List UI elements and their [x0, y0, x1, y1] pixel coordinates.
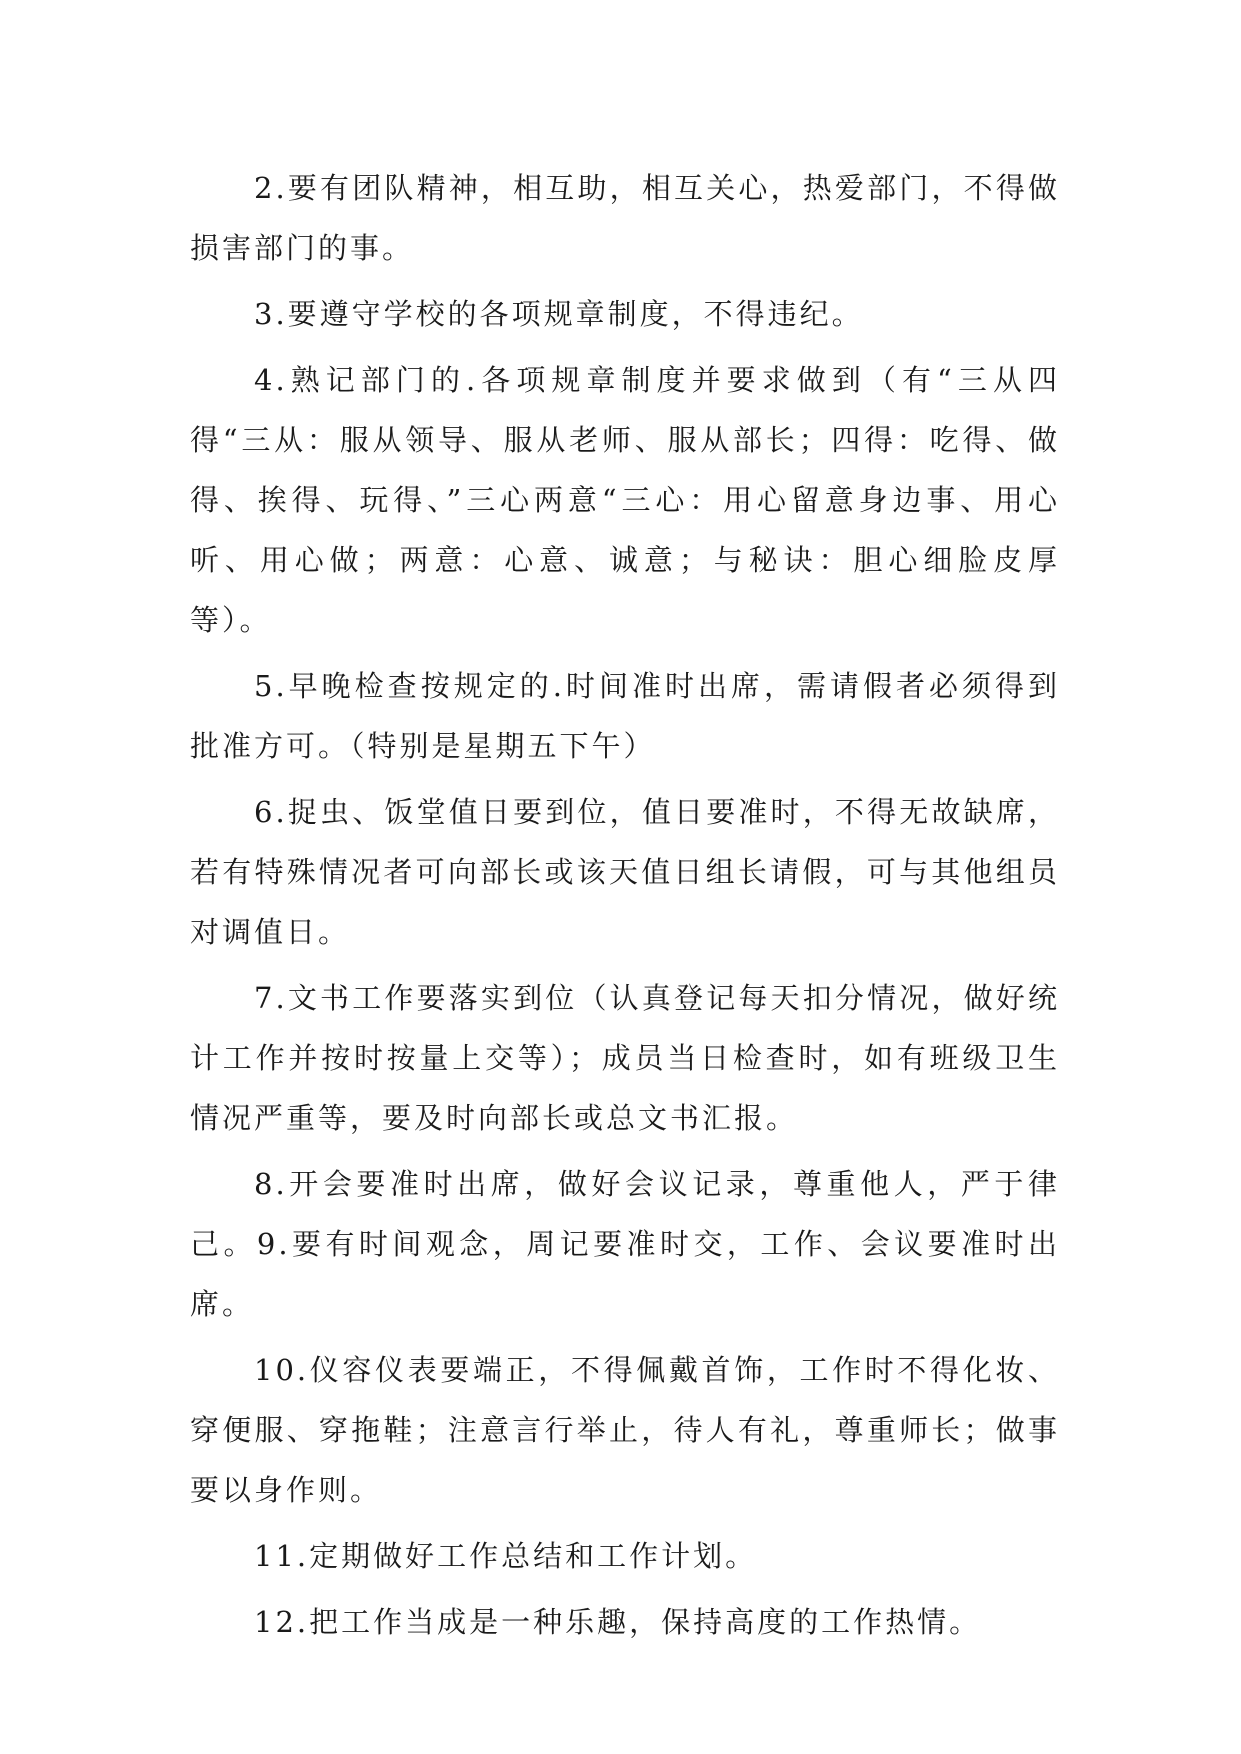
paragraph-rule-12: 12.把工作当成是一种乐趣，保持高度的工作热情。 — [254, 1605, 982, 1639]
paragraph-rule-8-9: 8.开会要准时出席，做好会议记录，尊重他人，严于律己。9.要有时间观念，周记要准时交，工作、会议要准时出席。 — [190, 1167, 1060, 1321]
paragraph-rule-6: 6.捉虫、饭堂值日要到位，值日要准时，不得无故缺席，若有特殊情况者可向部长或该天值日组长请假，可与其他组员对调值日。 — [190, 795, 1060, 949]
paragraph-rule-11: 11.定期做好工作总结和工作计划。 — [254, 1539, 758, 1573]
paragraph-rule-10: 10.仪容仪表要端正，不得佩戴首饰，工作时不得化妆、穿便服、穿拖鞋；注意言行举止，待人有礼，尊重师长；做事要以身作则。 — [190, 1353, 1060, 1507]
paragraph-rule-4: 4.熟记部门的.各项规章制度并要求做到（有“三从四得“三从：服从领导、服从老师、服从部长；四得：吃得、做得、挨得、玩得、”三心两意“三心：用心留意身边事、用心听、用心做；两意：心意、诚意；与秘诀：胆心细脸皮厚等）。 — [190, 363, 1060, 637]
paragraph-rule-2: 2.要有团队精神，相互助，相互关心，热爱部门，不得做损害部门的事。 — [190, 171, 1060, 265]
paragraph-rule-3: 3.要遵守学校的各项规章制度，不得违纪。 — [254, 297, 864, 331]
document-body — [190, 158, 1060, 1652]
paragraph-rule-7: 7.文书工作要落实到位（认真登记每天扣分情况，做好统计工作并按时按量上交等）；成员当日检查时，如有班级卫生情况严重等，要及时向部长或总文书汇报。 — [190, 981, 1060, 1135]
paragraph-rule-5: 5.早晚检查按规定的.时间准时出席，需请假者必须得到批准方可。（特别是星期五下午） — [190, 669, 1060, 763]
